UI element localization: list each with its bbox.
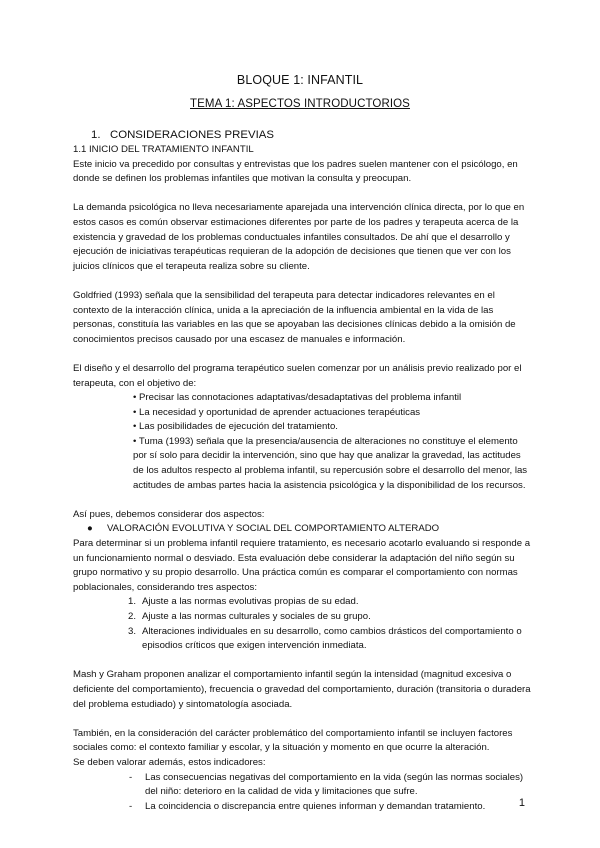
section-heading bbox=[73, 128, 533, 142]
document-title: BLOQUE 1: INFANTIL bbox=[236, 73, 364, 87]
paragraph-social-factors: También, en la consideración del carácter problemático del comportamiento infantil se incluyen factores sociales como: el contexto familiar y escolar, y la situación y momento en que ocurre la alteración. bbox=[73, 727, 513, 754]
paragraph-demand: La demanda psicológica no lleva necesariamente aparejada una intervención clínica directa, por lo que en estos casos es común observar estimaciones diferentes por parte de los padres y terapeuta acerca de la existencia y gravedad de los problemas conductuales infantiles consultados. De ahí que el desarrollo y ejecución de iniciativas terapéuticas requieran de la adopción de decisiones que tienen que ver con los juicios clínicos que el terapeuta realiza sobre su cliente. bbox=[73, 202, 525, 272]
subsection-heading: 1.1 INICIO DEL TRATAMIENTO INFANTIL bbox=[73, 144, 254, 155]
section-heading-text: CONSIDERACIONES PREVIAS bbox=[110, 129, 274, 141]
list-item: - La coincidencia o discrepancia entre quienes informan y demandan tratamiento. bbox=[129, 800, 486, 812]
list-item: • Las posibilidades de ejecución del tratamiento. bbox=[133, 421, 338, 433]
paragraph-aspects: Así pues, debemos considerar dos aspectos: bbox=[73, 508, 265, 520]
list-item: - Las consecuencias negativas del comportamiento en la vida (según las normas sociales) del niño: deterioro en la calidad de vida y limitaciones que sufre. bbox=[129, 771, 524, 798]
page-number: 1 bbox=[518, 797, 525, 809]
list-item: • Tuma (1993) señala que la presencia/ausencia de alteraciones no constituye el elemento por sí solo para decidir la intervención, sino que hay que analizar la gravedad, las actitudes de los adultos respecto al problema infantil, su repercusión sobre el desarrollo del menor, las actitudes de ambas partes hacia la asistencia psicológica y la disponibilidad de los recursos. bbox=[133, 435, 528, 491]
aspect-heading-text: VALORACIÓN EVOLUTIVA Y SOCIAL DEL COMPORTAMIENTO ALTERADO bbox=[107, 523, 440, 535]
paragraph-evaluation: Para determinar si un problema infantil requiere tratamiento, es necesario acotarlo evaluando si responde a un funcionamiento normal o desviado. Esta evaluación debe considerar la adaptación del niño según su grupo normativo y su propio desarrollo. Una práctica común es comparar el comportamiento con normas poblacionales, considerando tres aspectos: bbox=[73, 538, 531, 593]
list-item: 3. Alteraciones individuales en su desarrollo, como cambios drásticos del comportamiento o episodios críticos que exigen intervención inmediata. bbox=[128, 625, 522, 652]
paragraph-intro: Este inicio va precedido por consultas y entrevistas que los padres suelen mantener con el psicólogo, en donde se definen los problemas infantiles que motivan la consulta y preocupan. bbox=[73, 158, 518, 185]
bullet-icon: ● bbox=[87, 523, 93, 535]
norms-list bbox=[73, 595, 533, 653]
paragraph-indicators: Se deben valorar además, estos indicadores: bbox=[73, 756, 266, 768]
paragraph-goldfried: Goldfried (1993) señala que la sensibilidad del terapeuta para detectar indicadores relevantes en el contexto de la interacción clínica, unida a la apreciación de la influencia ambiental en la vida de las personas, constituía las variables en las que se apoyaban las decisiones clínicas debido a la omisión de conocimientos precisos causado por una escasez de manuales e información. bbox=[73, 289, 516, 345]
section-heading-number: 1. bbox=[91, 129, 101, 141]
document-subtitle: TEMA 1: ASPECTOS INTRODUCTORIOS bbox=[190, 98, 410, 110]
list-item: 2. Ajuste a las normas culturales y sociales de su grupo. bbox=[128, 611, 371, 622]
list-item: • La necesidad y oportunidad de aprender actuaciones terapéuticas bbox=[133, 406, 421, 418]
document-body bbox=[73, 128, 533, 814]
objectives-list bbox=[73, 391, 533, 493]
list-item: • Precisar las connotaciones adaptativas/desadaptativas del problema infantil bbox=[133, 392, 462, 404]
indicators-list bbox=[73, 771, 533, 815]
aspect-heading bbox=[73, 522, 533, 537]
paragraph-mash-graham: Mash y Graham proponen analizar el comportamiento infantil según la intensidad (magnitud excesiva o deficiente del comportamiento), frecuencia o gravedad del comportamiento, duración (transitoria o duradera del problema estudiado) y sintomatología asociada. bbox=[73, 669, 531, 710]
paragraph-design: El diseño y el desarrollo del programa terapéutico suelen comenzar por un análisis previo realizado por el terapeuta, con el objetivo de: bbox=[73, 362, 522, 389]
list-item: 1. Ajuste a las normas evolutivas propias de su edad. bbox=[128, 596, 359, 608]
